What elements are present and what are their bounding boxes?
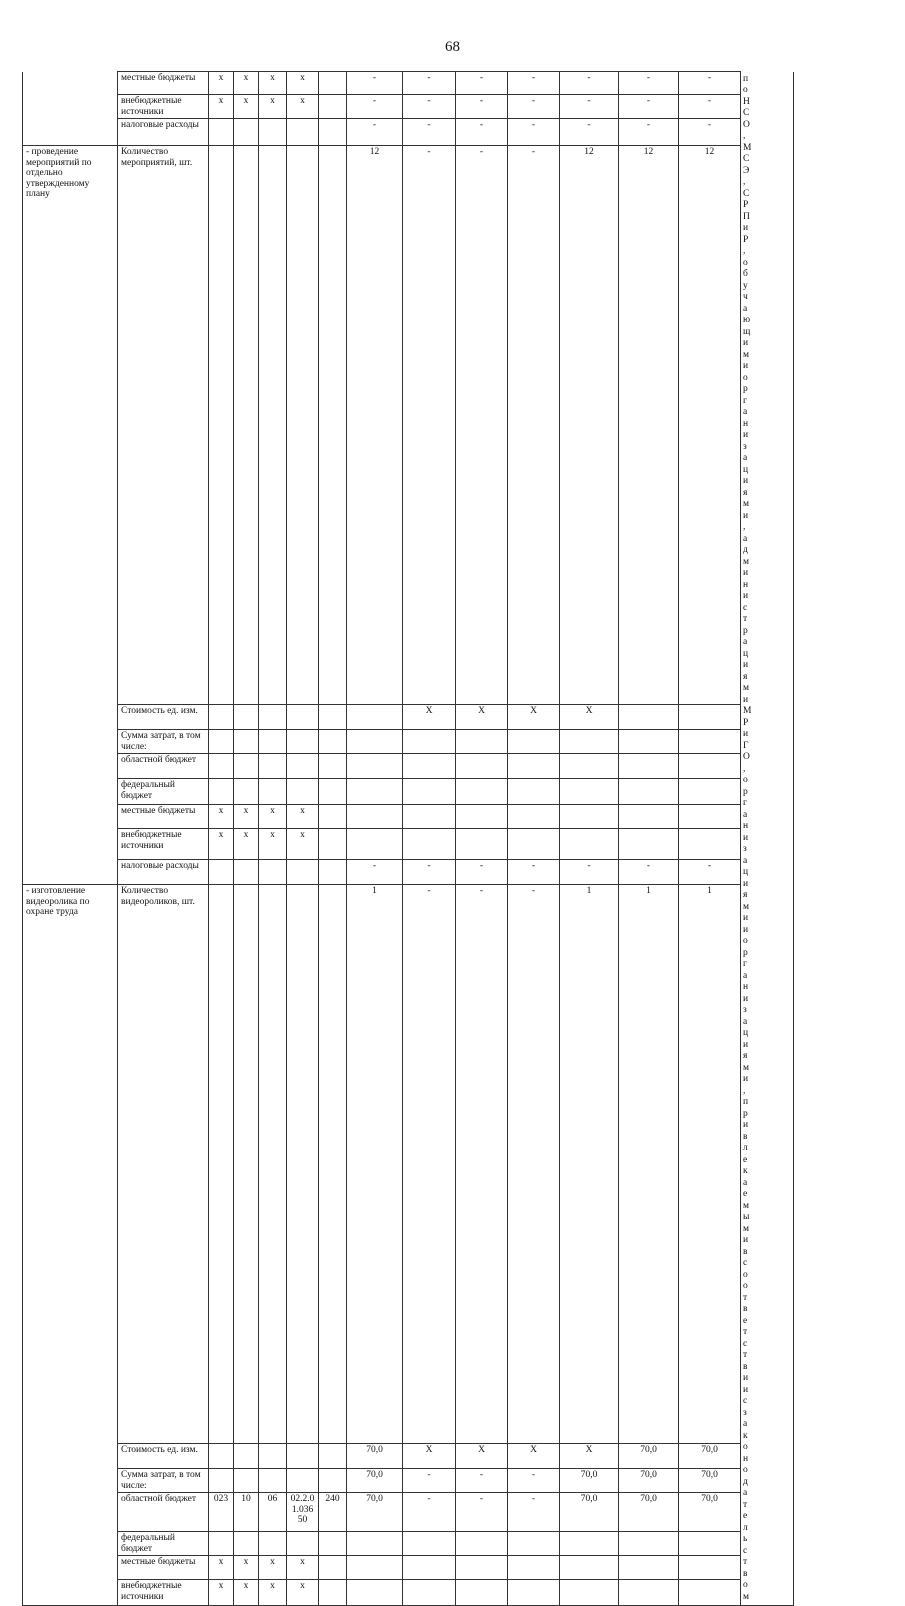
value-cell — [679, 1556, 741, 1580]
table-row — [23, 72, 888, 95]
value-cell: - — [456, 146, 508, 705]
value-cell — [679, 1532, 741, 1556]
value-cell — [403, 1580, 456, 1606]
value-cell — [508, 779, 560, 805]
code-cell — [319, 95, 347, 119]
value-cell — [456, 1532, 508, 1556]
value-cell — [347, 805, 403, 829]
code-cell — [319, 779, 347, 805]
code-cell — [287, 705, 319, 730]
code-cell — [319, 860, 347, 885]
code-cell — [319, 805, 347, 829]
value-cell — [403, 730, 456, 754]
code-cell — [319, 1580, 347, 1606]
code-cell — [209, 119, 234, 146]
value-cell — [508, 829, 560, 860]
value-cell: - — [456, 95, 508, 119]
row-label: внебюджетные источники — [118, 1580, 209, 1606]
code-cell: х — [234, 72, 259, 95]
row-label: Количество мероприятий, шт. — [118, 146, 209, 705]
value-cell — [403, 1556, 456, 1580]
value-cell — [456, 829, 508, 860]
value-cell: - — [619, 72, 679, 95]
value-cell: - — [619, 860, 679, 885]
value-cell: - — [508, 860, 560, 885]
value-cell: Х — [456, 1444, 508, 1469]
value-cell — [456, 805, 508, 829]
value-cell: - — [347, 119, 403, 146]
value-cell — [403, 829, 456, 860]
code-cell — [234, 779, 259, 805]
code-cell — [287, 146, 319, 705]
code-cell — [259, 1444, 287, 1469]
row-label: федеральный бюджет — [118, 1532, 209, 1556]
code-cell: х — [234, 805, 259, 829]
code-cell — [319, 119, 347, 146]
value-cell: - — [619, 119, 679, 146]
value-cell: Х — [560, 1444, 619, 1469]
value-cell: Х — [403, 1444, 456, 1469]
code-cell — [259, 146, 287, 705]
code-cell: х — [234, 829, 259, 860]
value-cell: - — [560, 72, 619, 95]
code-cell — [287, 1469, 319, 1493]
value-cell: Х — [456, 705, 508, 730]
value-cell — [508, 1556, 560, 1580]
code-cell — [209, 1469, 234, 1493]
code-cell — [234, 1444, 259, 1469]
code-cell — [287, 860, 319, 885]
code-cell — [259, 730, 287, 754]
code-cell: х — [287, 1556, 319, 1580]
code-cell — [319, 1556, 347, 1580]
code-cell — [209, 779, 234, 805]
code-cell — [234, 1469, 259, 1493]
value-cell: - — [456, 72, 508, 95]
code-cell: х — [234, 1580, 259, 1606]
value-cell: Х — [508, 1444, 560, 1469]
code-cell: х — [259, 829, 287, 860]
value-cell: 12 — [560, 146, 619, 705]
row-label: Стоимость ед. изм. — [118, 1444, 209, 1469]
value-cell: 70,0 — [347, 1493, 403, 1532]
code-cell: 06 — [259, 1493, 287, 1532]
row-label: Сумма затрат, в том числе: — [118, 730, 209, 754]
value-cell: Х — [508, 705, 560, 730]
value-cell — [560, 754, 619, 779]
row-label: областной бюджет — [118, 1493, 209, 1532]
value-cell — [403, 754, 456, 779]
code-cell: х — [209, 72, 234, 95]
value-cell — [619, 1580, 679, 1606]
row-label: налоговые расходы — [118, 860, 209, 885]
row-label: федеральный бюджет — [118, 779, 209, 805]
value-cell — [679, 754, 741, 779]
value-cell — [619, 730, 679, 754]
value-cell: - — [560, 860, 619, 885]
code-cell — [259, 754, 287, 779]
code-cell — [209, 730, 234, 754]
row-label: областной бюджет — [118, 754, 209, 779]
value-cell: - — [347, 95, 403, 119]
code-cell: х — [287, 1580, 319, 1606]
value-cell: 70,0 — [619, 1469, 679, 1493]
value-cell: - — [508, 119, 560, 146]
code-cell — [234, 705, 259, 730]
value-cell: 70,0 — [679, 1469, 741, 1493]
row-label: Сумма затрат, в том числе: — [118, 1469, 209, 1493]
value-cell: - — [456, 1493, 508, 1532]
value-cell — [619, 779, 679, 805]
value-cell — [403, 1532, 456, 1556]
value-cell: 70,0 — [619, 1493, 679, 1532]
value-cell — [619, 829, 679, 860]
value-cell: Х — [403, 705, 456, 730]
code-cell — [209, 885, 234, 1444]
code-cell — [287, 1444, 319, 1469]
code-cell: 10 — [234, 1493, 259, 1532]
code-cell — [234, 730, 259, 754]
value-cell — [619, 1532, 679, 1556]
code-cell: 240 — [319, 1493, 347, 1532]
value-cell: - — [347, 72, 403, 95]
value-cell: - — [456, 119, 508, 146]
code-cell: х — [259, 1556, 287, 1580]
value-cell: 70,0 — [619, 1444, 679, 1469]
code-cell — [319, 730, 347, 754]
code-cell — [287, 754, 319, 779]
value-cell: 12 — [347, 146, 403, 705]
value-cell — [508, 805, 560, 829]
value-cell — [679, 1580, 741, 1606]
value-cell: - — [456, 885, 508, 1444]
value-cell — [403, 805, 456, 829]
value-cell — [679, 705, 741, 730]
row-label: внебюджетные источники — [118, 829, 209, 860]
value-cell: - — [508, 1469, 560, 1493]
value-cell — [347, 1580, 403, 1606]
value-cell: 1 — [347, 885, 403, 1444]
row-label: местные бюджеты — [118, 805, 209, 829]
code-cell — [259, 119, 287, 146]
value-cell — [619, 805, 679, 829]
value-cell: Х — [560, 705, 619, 730]
value-cell: - — [508, 885, 560, 1444]
code-cell — [287, 779, 319, 805]
row-label: внебюджетные источники — [118, 95, 209, 119]
value-cell — [560, 779, 619, 805]
value-cell: - — [679, 860, 741, 885]
value-cell: - — [508, 95, 560, 119]
code-cell — [319, 72, 347, 95]
value-cell: - — [679, 95, 741, 119]
value-cell: - — [679, 72, 741, 95]
value-cell: - — [403, 95, 456, 119]
code-cell — [259, 860, 287, 885]
value-cell: - — [619, 95, 679, 119]
value-cell — [560, 829, 619, 860]
measure-cell: - проведение мероприятий по отдельно утвержденному плану — [23, 146, 118, 885]
code-cell — [234, 119, 259, 146]
value-cell — [347, 829, 403, 860]
code-cell — [209, 1444, 234, 1469]
value-cell — [560, 805, 619, 829]
code-cell — [287, 1532, 319, 1556]
executors-note: по НСО, МСЭ, СРПиР, обучающ ими организа циями, админист рациями МРиГО, организа циями и организа циями, привлека емыми в соответст вии с законода тельство м — [741, 72, 794, 1606]
code-cell — [209, 1532, 234, 1556]
code-cell — [259, 1469, 287, 1493]
value-cell: 1 — [619, 885, 679, 1444]
value-cell: - — [560, 95, 619, 119]
value-cell: 1 — [679, 885, 741, 1444]
value-cell — [456, 730, 508, 754]
code-cell — [319, 705, 347, 730]
value-cell: - — [403, 119, 456, 146]
code-cell — [259, 779, 287, 805]
value-cell: 70,0 — [560, 1469, 619, 1493]
value-cell — [456, 1580, 508, 1606]
value-cell — [456, 779, 508, 805]
value-cell — [347, 705, 403, 730]
code-cell — [209, 146, 234, 705]
code-cell — [319, 1444, 347, 1469]
value-cell — [456, 754, 508, 779]
value-cell — [679, 779, 741, 805]
value-cell: - — [508, 1493, 560, 1532]
value-cell: - — [403, 146, 456, 705]
value-cell: - — [403, 1493, 456, 1532]
code-cell: х — [234, 1556, 259, 1580]
value-cell — [619, 754, 679, 779]
code-cell: х — [259, 95, 287, 119]
value-cell — [679, 730, 741, 754]
row-label: Стоимость ед. изм. — [118, 705, 209, 730]
code-cell — [259, 885, 287, 1444]
row-label: Количество видеороликов, шт. — [118, 885, 209, 1444]
code-cell: х — [209, 805, 234, 829]
value-cell — [508, 754, 560, 779]
code-cell — [319, 885, 347, 1444]
code-cell: х — [259, 805, 287, 829]
code-cell — [209, 705, 234, 730]
code-cell: 023 — [209, 1493, 234, 1532]
value-cell: - — [403, 1469, 456, 1493]
value-cell: 70,0 — [560, 1493, 619, 1532]
value-cell: - — [403, 860, 456, 885]
code-cell — [259, 705, 287, 730]
code-cell — [234, 1532, 259, 1556]
value-cell — [508, 730, 560, 754]
value-cell — [619, 705, 679, 730]
value-cell: 70,0 — [347, 1469, 403, 1493]
code-cell: х — [209, 829, 234, 860]
value-cell — [679, 805, 741, 829]
page-number: 68 — [445, 39, 460, 55]
value-cell — [456, 1556, 508, 1580]
value-cell — [403, 779, 456, 805]
code-cell: х — [209, 95, 234, 119]
code-cell — [209, 860, 234, 885]
value-cell: 70,0 — [347, 1444, 403, 1469]
code-cell: х — [209, 1556, 234, 1580]
value-cell: - — [456, 860, 508, 885]
code-cell — [319, 754, 347, 779]
code-cell: х — [287, 805, 319, 829]
value-cell: - — [508, 72, 560, 95]
value-cell — [347, 754, 403, 779]
code-cell: х — [234, 95, 259, 119]
code-cell: х — [209, 1580, 234, 1606]
code-cell — [234, 885, 259, 1444]
value-cell — [560, 1556, 619, 1580]
row-label: налоговые расходы — [118, 119, 209, 146]
value-cell: 70,0 — [679, 1493, 741, 1532]
code-cell — [287, 119, 319, 146]
row-label: местные бюджеты — [118, 1556, 209, 1580]
value-cell — [347, 1556, 403, 1580]
value-cell — [508, 1532, 560, 1556]
measure-cell: - изготовление видеоролика по охране труда — [23, 885, 118, 1606]
code-cell: х — [287, 829, 319, 860]
code-cell — [319, 829, 347, 860]
code-cell: х — [287, 95, 319, 119]
code-cell — [287, 730, 319, 754]
value-cell: - — [347, 860, 403, 885]
code-cell — [319, 1469, 347, 1493]
value-cell: - — [508, 146, 560, 705]
value-cell: 12 — [679, 146, 741, 705]
code-cell — [234, 860, 259, 885]
value-cell: - — [403, 885, 456, 1444]
value-cell — [560, 730, 619, 754]
code-cell — [319, 146, 347, 705]
code-cell: х — [259, 72, 287, 95]
value-cell — [347, 730, 403, 754]
code-cell — [287, 885, 319, 1444]
code-cell — [209, 754, 234, 779]
code-cell: х — [287, 72, 319, 95]
value-cell: 70,0 — [679, 1444, 741, 1469]
value-cell: - — [679, 119, 741, 146]
code-cell: х — [259, 1580, 287, 1606]
value-cell — [508, 1580, 560, 1606]
value-cell — [679, 829, 741, 860]
value-cell: 12 — [619, 146, 679, 705]
value-cell — [560, 1580, 619, 1606]
value-cell: - — [456, 1469, 508, 1493]
value-cell — [347, 1532, 403, 1556]
measure-cell — [23, 72, 118, 146]
row-label: местные бюджеты — [118, 72, 209, 95]
code-cell — [234, 754, 259, 779]
value-cell — [619, 1556, 679, 1580]
value-cell: - — [403, 72, 456, 95]
budget-table — [22, 71, 888, 1606]
table-body — [23, 72, 888, 1606]
value-cell: - — [560, 119, 619, 146]
code-cell — [259, 1532, 287, 1556]
value-cell: 1 — [560, 885, 619, 1444]
code-cell — [234, 146, 259, 705]
value-cell — [560, 1532, 619, 1556]
value-cell — [347, 779, 403, 805]
code-cell — [319, 1532, 347, 1556]
code-cell: 02.2.01.03650 — [287, 1493, 319, 1532]
